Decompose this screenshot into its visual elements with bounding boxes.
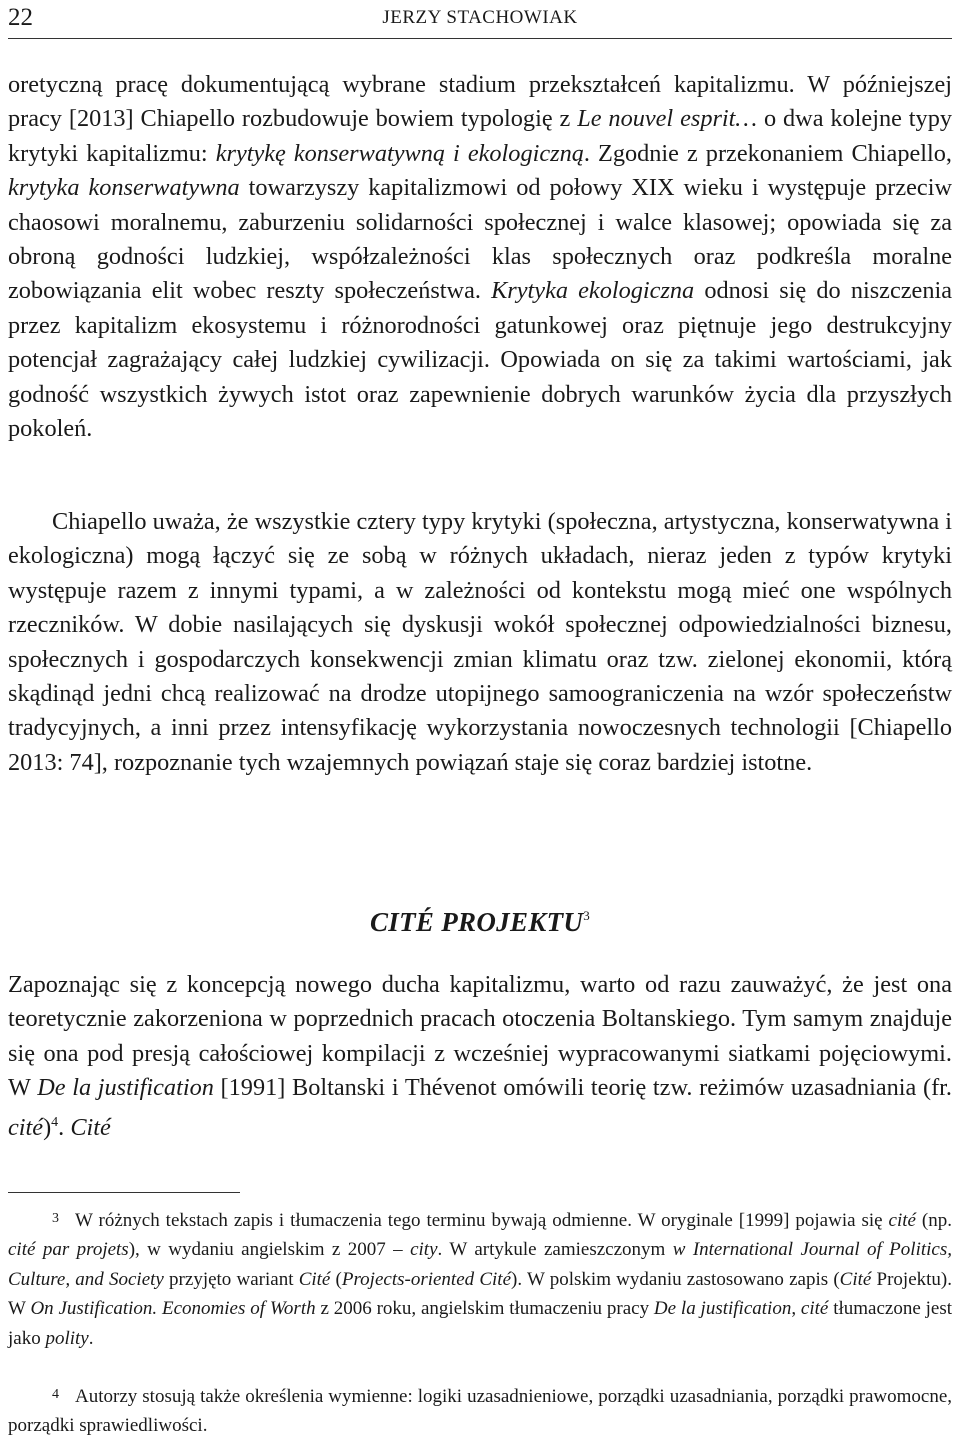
- text-run: o dwa kolejne typy krytyki kapitalizmu:: [8, 105, 952, 167]
- text-run: oretyczną pracę dokumentującą wybrane stadium przekształceń kapitalizmu. W późniejszej pracy [2013] Chiapello rozbudowuje bowiem typologię z: [8, 71, 952, 133]
- text-run: W różnych tekstach zapis i tłumaczenia tego terminu bywają odmienne. W oryginale [1999] pojawia się: [75, 1210, 889, 1231]
- text-run: . W artykule zamieszczonym: [437, 1239, 673, 1261]
- text-run: ,: [791, 1298, 801, 1320]
- footnote-rule: [8, 1192, 240, 1193]
- italic-run: De la justification: [37, 1074, 214, 1102]
- italic-run: cité: [800, 1298, 829, 1320]
- paragraph-1: [8, 68, 952, 446]
- italic-run: cité: [8, 1113, 44, 1141]
- text-run: . Zgodnie z przekonaniem Chiapello,: [583, 139, 952, 167]
- text-run: Projektu). W: [8, 1268, 952, 1320]
- footnote-number: 3: [52, 1211, 59, 1226]
- italic-run: polity: [45, 1327, 89, 1349]
- text-run: przyjęto wariant: [163, 1268, 299, 1290]
- paragraph-2-text: [8, 505, 952, 780]
- italic-run: De la justification: [653, 1298, 792, 1320]
- header-rule: [8, 38, 952, 39]
- paragraph-3: [8, 968, 952, 1145]
- italic-run: krytyka konserwatywna: [8, 174, 240, 202]
- paragraph-3-text: [8, 968, 952, 1145]
- text-run: tłumaczone jest jako: [8, 1298, 952, 1349]
- text-run: (: [330, 1268, 342, 1290]
- paragraph-1-text: [8, 68, 952, 446]
- footnote-3-text: [8, 1210, 952, 1349]
- running-head: JERZY STACHOWIAK: [382, 7, 578, 28]
- text-run: towarzyszy kapitalizmowi od połowy XIX wieku i występuje przeciw chaosowi moralnemu, zaburzeniu solidarności społecznej i walce klasowej; opowiada się za obroną godności ludzkiej, współzależności klas społecznych oraz podkreśla moralne zobowiązania elit wobec reszty społeczeństwa.: [8, 174, 952, 305]
- text-run: .: [88, 1327, 94, 1349]
- text-run: odnosi się do niszczenia przez kapitalizm ekosystemu i różnorodności gatunkowej oraz piętnuje jego destrukcyjny potencjał zagrażający całej ludzkiej cywilizacji. Opowiada on się za takimi wartościami, jak godność wszystkich żywych istot oraz zapewnienie dobrych warunków życia dla przyszłych pokoleń.: [8, 277, 952, 443]
- text-run: Autorzy stosują także określenia wymienne: logiki uzasadnieniowe, porządki uzasadniania, porządki prawomocne, porządki sprawiedliwości.: [8, 1386, 952, 1437]
- footnote-number: 4: [52, 1387, 59, 1402]
- italic-run: Cité: [839, 1268, 872, 1290]
- text-run: ). W polskim wydaniu zastosowano zapis (: [511, 1268, 840, 1290]
- section-title-text: CITÉ PROJEKTU: [370, 907, 584, 937]
- text-run: Zapoznając się z koncepcją nowego ducha kapitalizmu, warto od razu zauważyć, że jest ona teoretycznie zakorzeniona w poprzednich pracach otoczenia Boltanskiego. Tym samym znajduje się ona pod presją całościowej kompilacji z wcześniej wypracowanymi siatkami pojęciowymi. W: [8, 971, 952, 1102]
- italic-run: Le nouvel esprit…: [577, 105, 758, 133]
- footnote-3: [8, 1204, 952, 1353]
- italic-run: Projects-oriented Cité: [341, 1268, 512, 1290]
- footnote-4: [8, 1380, 952, 1441]
- italic-run: cité par projets: [8, 1239, 129, 1261]
- italic-run: w International Journal of Politics, Culture, and Society: [8, 1239, 952, 1290]
- text-run: ), w wydaniu angielskim z 2007 –: [128, 1239, 411, 1261]
- italic-run: Cité: [70, 1113, 111, 1141]
- footnote-4-text: [8, 1386, 952, 1436]
- italic-run: On Justification. Economies of Worth: [30, 1298, 316, 1320]
- section-title: [0, 907, 960, 938]
- italic-run: krytykę konserwatywną i ekologiczną: [215, 139, 584, 167]
- footnote-ref: 4: [51, 1114, 59, 1130]
- text-run: Chiapello uważa, że wszystkie cztery typy krytyki (społeczna, artystyczna, konserwatywna i ekologiczna) mogą łączyć się ze sobą w różnych układach, nieraz jeden z typów krytyki występuje razem z innymi typami, a w zależności od kontekstu mogą mieć one wspólnych rzeczników. W dobie nasilających się dyskusji wokół społecznej odpowiedzialności biznesu, społecznych i gospodarczych konsekwencji zmian klimatu oraz tzw. zielonej ekonomii, którą skądinąd jedni chcą realizować na drodze utopijnego samoograniczenia na wzór społeczeństw tradycyjnych, a inni przez intensyfikację wykorzystania nowoczesnych technologii [Chiapello 2013: 74], rozpoznanie tych wzajemnych powiązań staje się coraz bardziej istotne.: [8, 508, 952, 776]
- text-run: ): [43, 1113, 52, 1141]
- text-run: .: [58, 1113, 71, 1141]
- page-header: [0, 0, 960, 36]
- page-number: 22: [8, 4, 33, 31]
- italic-run: Cité: [298, 1268, 331, 1290]
- italic-run: cité: [888, 1210, 916, 1231]
- section-footnote-ref: 3: [583, 908, 590, 923]
- text-run: [1991] Boltanski i Thévenot omówili teorię tzw. reżimów uzasadniania (fr.: [213, 1074, 953, 1102]
- text-run: z 2006 roku, angielskim tłumaczeniu pracy: [315, 1298, 654, 1320]
- italic-run: Krytyka ekologiczna: [491, 277, 695, 305]
- italic-run: city: [410, 1239, 438, 1261]
- text-run: (np.: [915, 1210, 953, 1231]
- paragraph-2: [8, 505, 952, 780]
